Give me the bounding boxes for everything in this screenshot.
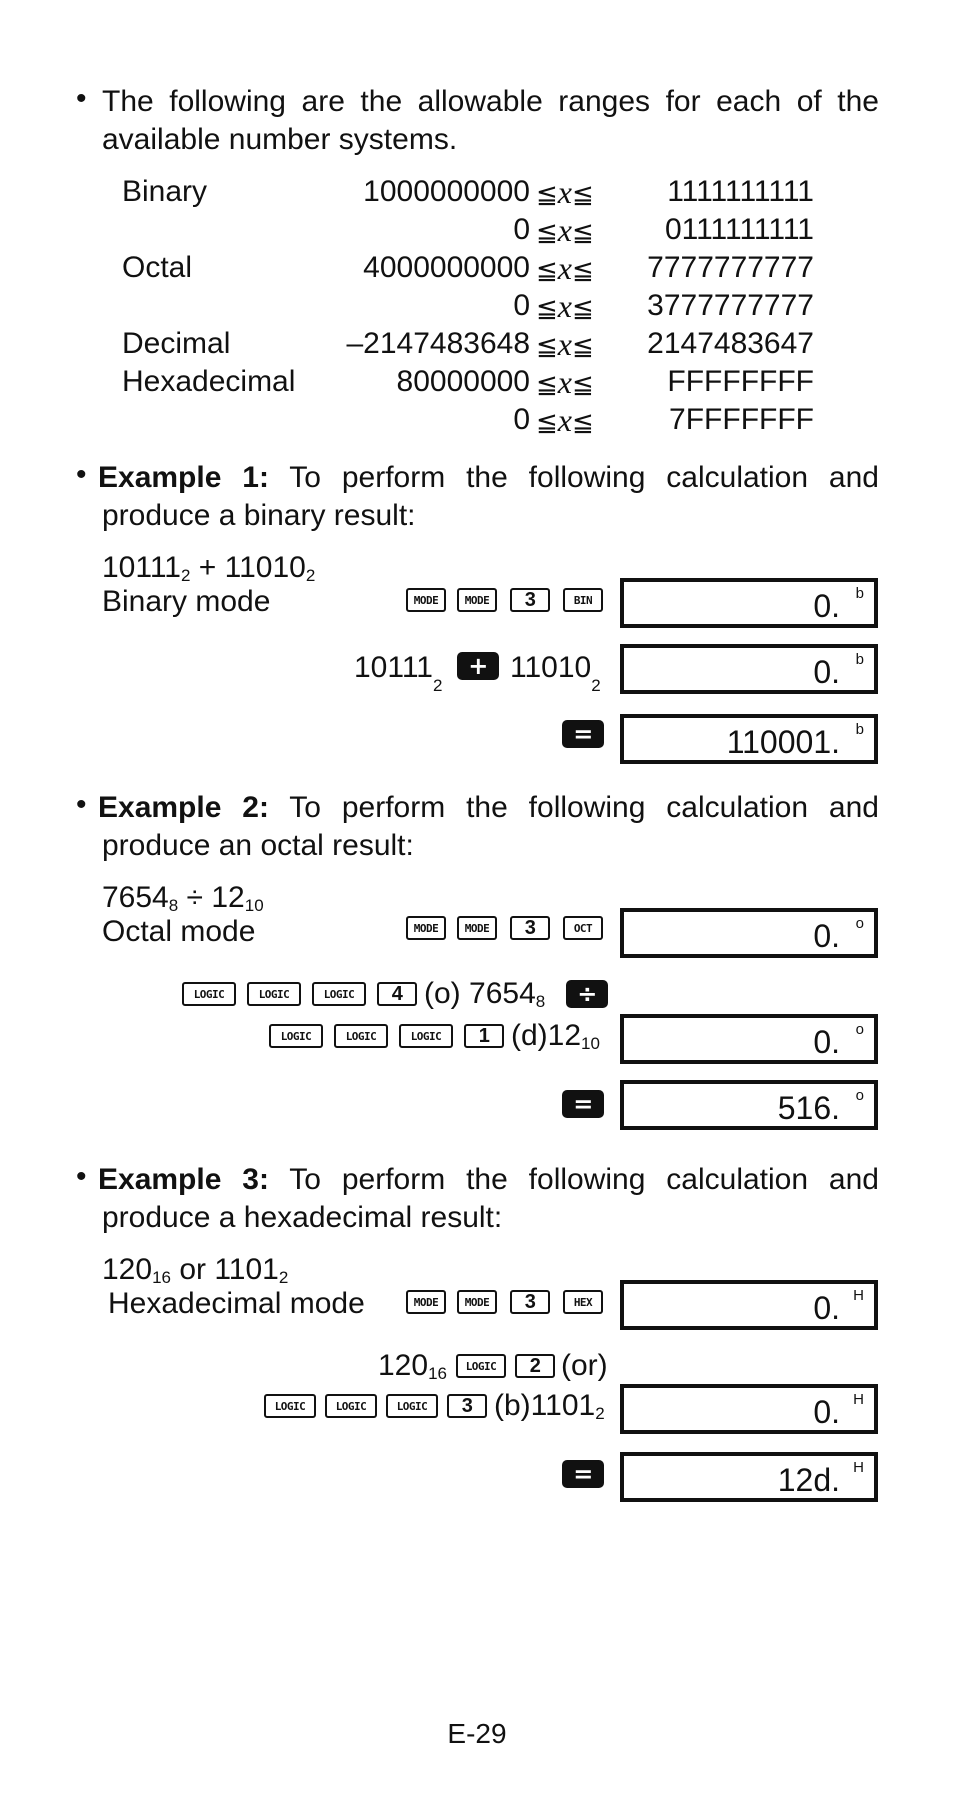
mode-key[interactable]: MODE xyxy=(457,916,497,940)
display-indicator: b xyxy=(855,651,864,668)
logic-key[interactable]: LOGIC xyxy=(334,1024,388,1048)
display-value: 0. xyxy=(813,918,840,954)
variable-x: x xyxy=(557,288,572,324)
display-3 xyxy=(620,714,878,764)
example-1-heading xyxy=(98,460,879,496)
variable-x: x xyxy=(557,212,572,248)
example-2-label: Example 2: xyxy=(98,791,269,824)
variable-x: x xyxy=(557,326,572,362)
example-3-input-a: $120_{16}$ xyxy=(378,1349,447,1383)
logic-key[interactable]: LOGIC xyxy=(264,1394,316,1418)
intro-line-1: The following are the allowable ranges for each of the xyxy=(102,85,879,118)
range-low: 4000000000 xyxy=(363,251,530,284)
logic-key[interactable]: LOGIC xyxy=(269,1024,323,1048)
display-indicator: b xyxy=(855,721,864,738)
range-high: FFFFFFFF xyxy=(667,365,814,398)
example-1-input-a: $10111_2$ xyxy=(354,651,443,695)
example-1-desc: To perform the following calculation and xyxy=(289,461,879,494)
leq-symbol: ≦ xyxy=(572,294,594,324)
display-7 xyxy=(620,1280,878,1330)
display-indicator: H xyxy=(853,1391,864,1408)
range-relation xyxy=(536,250,594,289)
example-1-mode-label: Binary mode xyxy=(102,585,271,618)
example-2-input-a: (o) $7654_8$ xyxy=(424,977,546,1011)
equals-key[interactable]: = xyxy=(562,1460,604,1488)
logic-key[interactable]: LOGIC xyxy=(312,982,366,1006)
example-3-mode-label: Hexadecimal mode xyxy=(108,1287,365,1320)
display-indicator: o xyxy=(855,1021,864,1038)
range-relation xyxy=(536,212,594,251)
range-high: 2147483647 xyxy=(647,327,814,360)
logic-key[interactable]: LOGIC xyxy=(399,1024,453,1048)
equals-key[interactable]: = xyxy=(562,1090,604,1118)
key-3[interactable]: 3 xyxy=(510,588,550,612)
variable-x: x xyxy=(557,364,572,400)
example-3-heading xyxy=(98,1162,879,1198)
display-5 xyxy=(620,1014,878,1064)
example-2-expression: $7654_8 \div 12_{10}$ xyxy=(102,881,264,915)
leq-symbol: ≦ xyxy=(536,218,558,248)
range-relation xyxy=(536,326,594,365)
bullet: • xyxy=(76,458,87,491)
display-6 xyxy=(620,1080,878,1130)
display-value: 0. xyxy=(813,588,840,624)
example-2-heading xyxy=(98,790,879,826)
bullet: • xyxy=(76,1160,87,1193)
logic-key[interactable]: LOGIC xyxy=(247,982,301,1006)
range-relation xyxy=(536,402,594,441)
range-relation xyxy=(536,364,594,403)
key-1[interactable]: 1 xyxy=(464,1024,504,1048)
leq-symbol: ≦ xyxy=(536,256,558,286)
display-value: 110001. xyxy=(726,724,840,760)
variable-x: x xyxy=(557,402,572,438)
key-3[interactable]: 3 xyxy=(510,1290,550,1314)
range-high: 7FFFFFFF xyxy=(669,403,814,436)
example-3-label: Example 3: xyxy=(98,1163,269,1196)
range-low: –2147483648 xyxy=(346,327,530,360)
intro-line-2: available number systems. xyxy=(102,123,458,156)
leq-symbol: ≦ xyxy=(536,408,558,438)
display-9 xyxy=(620,1452,878,1502)
display-value: 12d. xyxy=(777,1462,840,1498)
range-relation xyxy=(536,288,594,327)
oct-key[interactable]: OCT xyxy=(563,916,603,940)
example-1-input-b: $11010_2$ xyxy=(510,651,601,695)
mode-key[interactable]: MODE xyxy=(457,1290,497,1314)
key-3[interactable]: 3 xyxy=(447,1394,487,1418)
leq-symbol: ≦ xyxy=(572,218,594,248)
hex-key[interactable]: HEX xyxy=(563,1290,603,1314)
bin-key[interactable]: BIN xyxy=(563,588,603,612)
display-value: 0. xyxy=(813,1394,840,1430)
mode-key[interactable]: MODE xyxy=(406,1290,446,1314)
example-2-input-b: $(d)12_{10}$ xyxy=(511,1019,600,1053)
bullet: • xyxy=(76,788,87,821)
key-4[interactable]: 4 xyxy=(377,982,417,1006)
example-2-mode-label: Octal mode xyxy=(102,915,256,948)
leq-symbol: ≦ xyxy=(572,180,594,210)
display-value: 0. xyxy=(813,1024,840,1060)
display-value: 516. xyxy=(777,1090,840,1126)
leq-symbol: ≦ xyxy=(572,332,594,362)
example-3-desc-2: produce a hexadecimal result: xyxy=(102,1201,503,1234)
display-value: 0. xyxy=(813,654,840,690)
range-high: 3777777777 xyxy=(647,289,814,322)
range-low: 0 xyxy=(513,213,530,246)
range-relation xyxy=(536,174,594,213)
example-3-expression: $120_{16}$ or $1101_2$ xyxy=(102,1253,289,1287)
display-indicator: o xyxy=(855,1087,864,1104)
key-2[interactable]: 2 xyxy=(515,1354,555,1378)
logic-key[interactable]: LOGIC xyxy=(325,1394,377,1418)
divide-key[interactable]: ÷ xyxy=(566,980,608,1008)
display-indicator: o xyxy=(855,915,864,932)
leq-symbol: ≦ xyxy=(536,180,558,210)
example-1-desc-2: produce a binary result: xyxy=(102,499,416,532)
equals-key[interactable]: = xyxy=(562,720,604,748)
mode-key[interactable]: MODE xyxy=(406,588,446,612)
range-low: 0 xyxy=(513,403,530,436)
variable-x: x xyxy=(557,174,572,210)
display-indicator: H xyxy=(853,1287,864,1304)
range-low: 0 xyxy=(513,289,530,322)
example-2-desc-2: produce an octal result: xyxy=(102,829,414,862)
logic-key[interactable]: LOGIC xyxy=(182,982,236,1006)
logic-key[interactable]: LOGIC xyxy=(386,1394,438,1418)
leq-symbol: ≦ xyxy=(536,332,558,362)
display-indicator: H xyxy=(853,1459,864,1476)
leq-symbol: ≦ xyxy=(536,370,558,400)
range-system: Octal xyxy=(122,251,193,284)
logic-key[interactable]: LOGIC xyxy=(456,1354,506,1378)
example-3-desc: To perform the following calculation and xyxy=(289,1163,879,1196)
leq-symbol: ≦ xyxy=(536,294,558,324)
range-low: 80000000 xyxy=(396,365,530,398)
example-2-desc: To perform the following calculation and xyxy=(289,791,879,824)
display-1 xyxy=(620,578,878,628)
example-3-or-label: (or) xyxy=(561,1349,608,1382)
example-1-label: Example 1: xyxy=(98,461,269,494)
range-high: 0111111111 xyxy=(664,213,814,246)
range-system: Binary xyxy=(122,175,208,208)
display-indicator: b xyxy=(855,585,864,602)
mode-key[interactable]: MODE xyxy=(406,916,446,940)
leq-symbol: ≦ xyxy=(572,370,594,400)
display-2 xyxy=(620,644,878,694)
example-3-input-b: $(b)1101_2$ xyxy=(494,1389,605,1423)
leq-symbol: ≦ xyxy=(572,408,594,438)
page-number: E-29 xyxy=(447,1718,507,1749)
variable-x: x xyxy=(557,250,572,286)
range-high: 7777777777 xyxy=(647,251,814,284)
display-value: 0. xyxy=(813,1290,840,1326)
display-8 xyxy=(620,1384,878,1434)
range-high: 1111111111 xyxy=(667,175,814,208)
range-system: Hexadecimal xyxy=(122,365,296,398)
key-3[interactable]: 3 xyxy=(510,916,550,940)
range-system: Decimal xyxy=(122,327,231,360)
range-low: 1000000000 xyxy=(363,175,530,208)
mode-key[interactable]: MODE xyxy=(457,588,497,612)
example-1-expression: $10111_2 + 11010_2$ xyxy=(102,551,316,585)
bullet: • xyxy=(76,82,87,115)
leq-symbol: ≦ xyxy=(572,256,594,286)
plus-key[interactable]: + xyxy=(457,652,499,680)
display-4 xyxy=(620,908,878,958)
